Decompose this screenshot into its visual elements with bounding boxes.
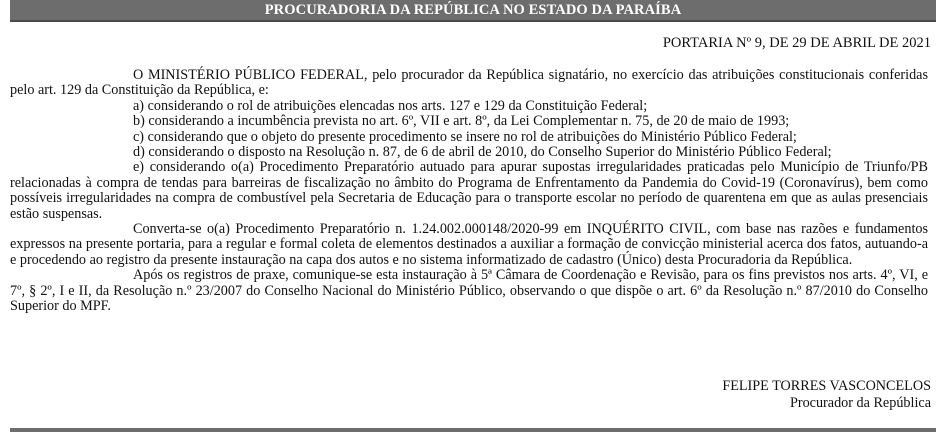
paragraph-item-a: a) considerando o rol de atribuições elencadas nos arts. 127 e 129 da Constituição Federal; — [133, 97, 648, 114]
signature-role: Procurador da República — [789, 395, 931, 411]
document-body — [10, 68, 928, 315]
signature-block — [722, 378, 931, 412]
header-bar — [10, 0, 936, 22]
header-title: PROCURADORIA DA REPÚBLICA NO ESTADO DA PARAÍBA — [264, 1, 682, 18]
footer-bar — [10, 428, 936, 432]
paragraph-item-c: c) considerando que o objeto do presente procedimento se insere no rol de atribuições do Ministério Público Federal; — [133, 128, 797, 145]
paragraph-item-b: b) considerando a incumbência prevista no art. 6º, VII e art. 8º, da Lei Complementar n. 75, de 20 de maio de 1993; — [133, 113, 790, 130]
paragraph-conversion: Converta-se o(a) Procedimento Preparatório n. 1.24.002.000148/2020-99 em INQUÉRITO CIVIL, com base nas razões e fundamentos expressos na presente portaria, para a regular e formal coleta de elementos destinados a auxiliar a formação de convicção ministerial acerca dos fatos, autuando-a e procedendo ao registro da presente instauração na capa dos autos e no sistema informatizado de cadastro (Único) desta Procuradoria da República. — [10, 221, 928, 268]
portaria-title: PORTARIA Nº 9, DE 29 DE ABRIL DE 2021 — [662, 35, 931, 51]
paragraph-registration: Após os registros de praxe, comunique-se esta instauração à 5ª Câmara de Coordenação e Revisão, para os fins previstos nos arts. 4º, VI, e 7º, § 2º, I e II, da Resolução n.º 23/2007 do Conselho Nacional do Ministério Público, observando o que dispõe o art. 6º da Resolução n.º 87/2010 do Conselho Superior do MPF. — [10, 267, 928, 315]
paragraph-item-d: d) considerando o disposto na Resolução n. 87, de 6 de abril de 2010, do Conselho Superior do Ministério Público Federal; — [133, 144, 832, 161]
paragraph-item-e: e) considerando o(a) Procedimento Preparatório autuado para apurar supostas irregularidades praticadas pelo Município de Triunfo/PB relacionadas à compra de tendas para barreiras de fiscalização no âmbito do Programa de Enfrentamento da Pandemia do Covid-19 (Coronavírus), bem como possíveis irregularidades na compra de combustível pela Secretaria de Educação para o transporte escolar no período de quarentena em que as aulas presenciais estão suspensas. — [10, 159, 928, 222]
signature-name: FELIPE TORRES VASCONCELOS — [722, 378, 931, 394]
paragraph-intro: O MINISTÉRIO PÚBLICO FEDERAL, pelo procurador da República signatário, no exercício das atribuições constitucionais conferidas pelo art. 129 da Constituição da República, e: — [10, 67, 928, 99]
